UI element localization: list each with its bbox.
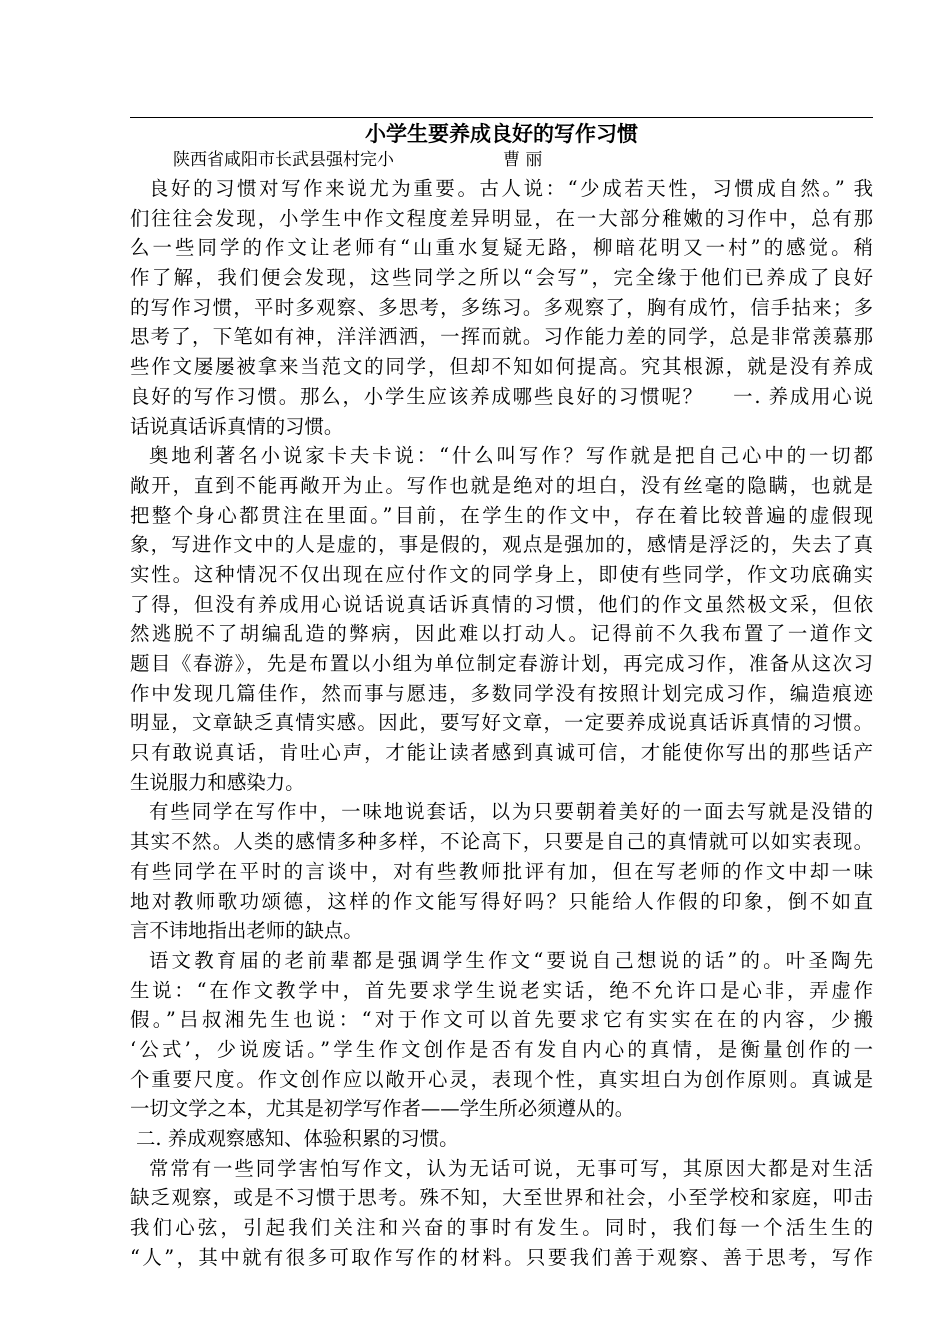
- body-line: 一切文学之本，尤其是初学写作者——学生所必须遵从的。: [130, 1097, 635, 1121]
- body-line: 生说服力和感染力。: [130, 770, 305, 794]
- body-line: 么一些同学的作文让老师有“山重水复疑无路，柳暗花明又一村”的感觉。稍: [130, 236, 873, 260]
- body-line: 假。”吕叔湘先生也说：“对于作文可以首先要求它有实实在在的内容，少搬: [130, 1008, 873, 1032]
- body-line: 们往往会发现，小学生中作文程度差异明显，在一大部分稚嫩的习作中，总有那: [130, 206, 873, 230]
- byline: [0, 148, 950, 172]
- body-line: 敞开，直到不能再敞开为止。写作也就是绝对的坦白，没有丝毫的隐瞒，也就是: [130, 473, 873, 497]
- body-line: 明显，文章缺乏真情实感。因此，要写好文章，一定要养成说真话诉真情的习惯。: [130, 711, 873, 735]
- body-line: 地对教师歌功颂德，这样的作文能写得好吗？只能给人作假的印象，倒不如直: [130, 889, 873, 913]
- body-line: 了得，但没有养成用心说话说真话诉真情的习惯，他们的作文虽然极文采，但依: [130, 592, 873, 616]
- author-name: 曹 丽: [503, 150, 543, 170]
- body-line: 只有敢说真话，肯吐心声，才能让读者感到真诚可信，才能使你写出的那些话产: [130, 741, 873, 765]
- body-line: 话说真话诉真情的习惯。: [130, 414, 344, 438]
- body-line: 然逃脱不了胡编乱造的弊病，因此难以打动人。记得前不久我布置了一道作文: [130, 622, 873, 646]
- article-title: 小学生要养成良好的写作习惯: [365, 121, 638, 146]
- body-line: 我们心弦，引起我们关注和兴奋的事时有发生。同时，我们每一个活生生的: [130, 1216, 873, 1240]
- body-line: 实性。这种情况不仅出现在应付作文的同学身上，即使有些同学，作文功底确实: [130, 562, 873, 586]
- body-line: 言不讳地指出老师的缺点。: [130, 919, 363, 943]
- body-line: “人”，其中就有很多可取作写作的材料。只要我们善于观察、善于思考，写作: [130, 1245, 873, 1269]
- body-line: 缺乏观察，或是不习惯于思考。殊不知，大至世界和社会，小至学校和家庭，叩击: [130, 1186, 873, 1210]
- body-line: 奥地利著名小说家卡夫卡说：“什么叫写作？写作就是把自己心中的一切都: [149, 444, 873, 468]
- body-line: 作中发现几篇佳作，然而事与愿违，多数同学没有按照计划完成习作，编造痕迹: [130, 681, 873, 705]
- header-rule: [130, 117, 873, 118]
- body-line: 的写作习惯，平时多观察、多思考，多练习。多观察了，胸有成竹，信手拈来；多: [130, 295, 873, 319]
- section-heading: 二. 养成观察感知、体验积累的习惯。: [136, 1127, 459, 1150]
- body-line: 题目《春游》，先是布置以小组为单位制定春游计划，再完成习作，准备从这次习: [130, 652, 873, 675]
- body-line: 常常有一些同学害怕写作文，认为无话可说，无事可写，其原因大都是对生活: [149, 1156, 873, 1180]
- body-line: 语文教育届的老前辈都是强调学生作文“要说自己想说的话”的。叶圣陶先: [149, 948, 873, 972]
- body-line: 些作文屡屡被拿来当范文的同学，但却不知如何提高。究其根源，就是没有养成: [130, 355, 873, 379]
- body-line: ‘公式’，少说废话。”学生作文创作是否有发自内心的真情，是衡量创作的一: [130, 1037, 873, 1061]
- body-line: 有些同学在平时的言谈中，对有些教师批评有加，但在写老师的作文中却一味: [130, 859, 873, 883]
- body-line: 把整个身心都贯注在里面。”目前，在学生的作文中，存在着比较普遍的虚假现: [130, 503, 873, 527]
- body-line: 有些同学在写作中，一味地说套话，以为只要朝着美好的一面去写就是没错的: [149, 800, 873, 824]
- body-line: 生说：“在作文教学中，首先要求学生说老实话，绝不允许口是心非，弄虚作: [130, 978, 873, 1002]
- body-line: 良好的写作习惯。那么，小学生应该养成哪些良好的习惯呢？ 一. 养成用心说: [130, 384, 873, 408]
- body-line: 象，写进作文中的人是虚的，事是假的，观点是强加的，感情是浮泛的，失去了真: [130, 533, 873, 557]
- body-line: 良好的习惯对写作来说尤为重要。古人说：“少成若天性，习惯成自然。” 我: [149, 177, 873, 200]
- body-line: 作了解，我们便会发现，这些同学之所以“会写”，完全缘于他们已养成了良好: [130, 266, 873, 290]
- article-body: [130, 174, 873, 1272]
- author-school: 陕西省咸阳市长武县强村完小: [173, 150, 394, 170]
- body-line: 个重要尺度。作文创作应以敞开心灵，表现个性，真实坦白为创作原则。真诚是: [130, 1067, 873, 1091]
- body-line: 其实不然。人类的感情多种多样，不论高下，只要是自己的真情就可以如实表现。: [130, 830, 873, 854]
- body-line: 思考了，下笔如有神，洋洋洒洒，一挥而就。习作能力差的同学，总是非常羡慕那: [130, 325, 873, 349]
